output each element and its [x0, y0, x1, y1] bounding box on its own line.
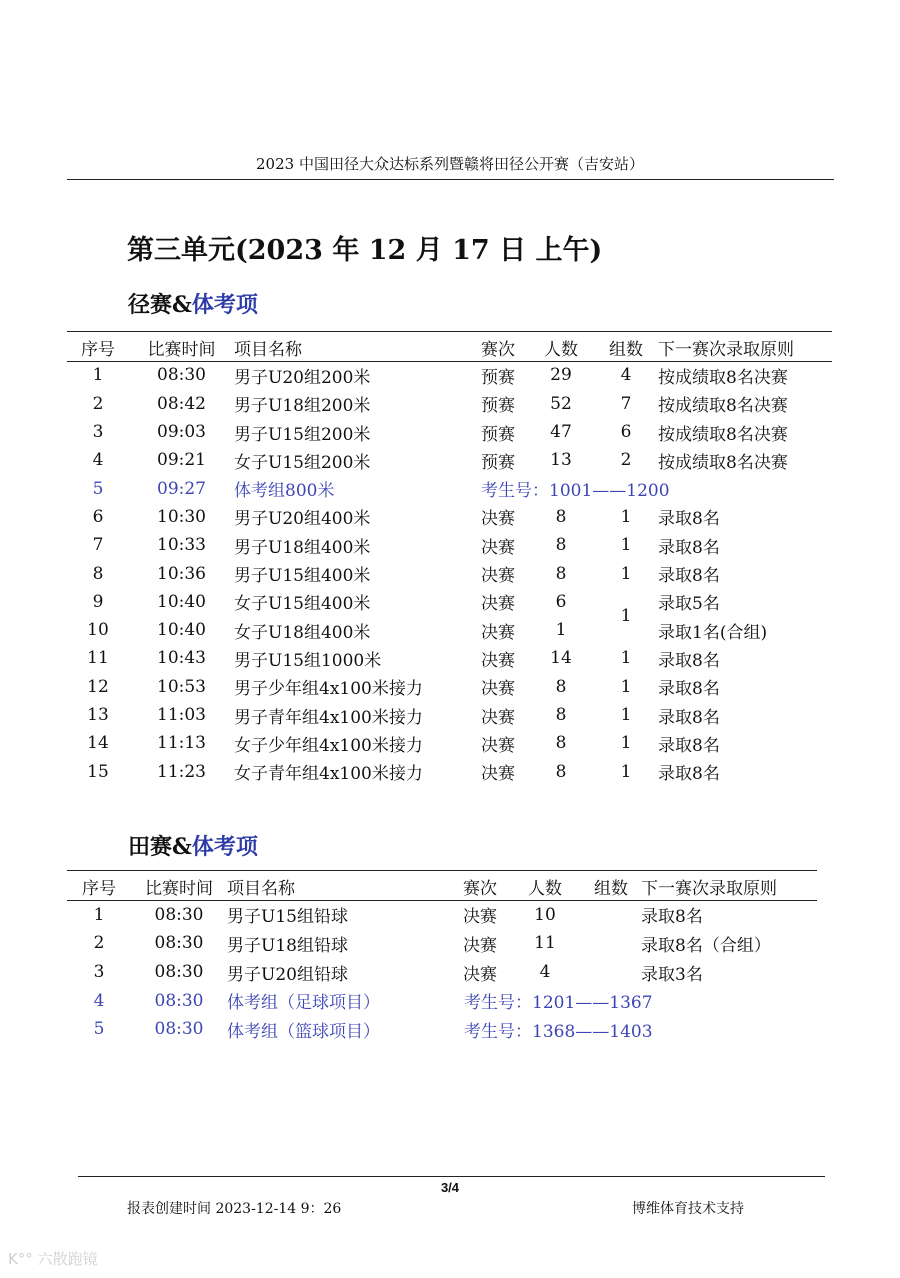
row-round: 预赛	[481, 452, 515, 473]
track-col-time: 比赛时间	[147, 339, 216, 360]
row-count: 11	[534, 933, 556, 954]
row-count: 8	[555, 506, 567, 527]
row-time: 08:42	[157, 393, 206, 414]
row-number: 11	[87, 648, 109, 669]
field-title-main: 田赛&	[128, 834, 192, 860]
row-time: 08:30	[154, 962, 204, 983]
row-count: 8	[555, 676, 567, 697]
table-row	[67, 474, 832, 502]
row-time: 08:30	[157, 365, 206, 386]
table-row	[67, 901, 817, 930]
row-number: 7	[92, 535, 104, 556]
row-round: 决赛	[481, 650, 515, 671]
row-count: 10	[534, 904, 556, 925]
row-time: 09:21	[157, 450, 206, 471]
row-event: 男子U15组1000米	[234, 650, 382, 671]
table-row	[67, 929, 817, 958]
row-time: 08:30	[154, 1019, 204, 1040]
row-round: 决赛	[481, 566, 515, 587]
row-round: 决赛	[481, 509, 515, 530]
row-event: 男子青年组4x100米接力	[234, 707, 423, 728]
row-count: 4	[539, 962, 551, 983]
track-col-no: 序号	[81, 339, 115, 360]
row-event: 体考组800米	[234, 481, 335, 502]
row-event: 女子青年组4x100米接力	[234, 764, 423, 785]
row-event: 男子U18组铅球	[227, 935, 348, 956]
field-col-no: 序号	[82, 878, 116, 899]
row-count: 14	[550, 648, 572, 669]
table-row	[67, 673, 832, 701]
header-divider	[67, 179, 834, 180]
row-count: 6	[555, 591, 567, 612]
row-rule: 录取8名	[658, 679, 720, 700]
track-table-header	[67, 333, 832, 361]
row-time: 11:13	[157, 733, 206, 754]
row-round: 决赛	[481, 594, 515, 615]
row-groups: 1	[620, 506, 632, 527]
row-count: 8	[555, 535, 567, 556]
row-groups: 1	[620, 733, 632, 754]
row-count: 1	[555, 620, 567, 641]
row-event: 体考组（篮球项目）	[227, 1021, 380, 1042]
field-table-header	[67, 872, 817, 901]
row-groups: 7	[620, 393, 632, 414]
row-rule: 按成绩取8名决赛	[658, 424, 788, 445]
table-row	[67, 588, 832, 616]
row-number: 15	[87, 761, 109, 782]
row-time: 10:40	[157, 620, 206, 641]
row-time: 08:30	[154, 904, 204, 925]
row-time: 09:27	[157, 478, 206, 499]
row-round: 决赛	[463, 964, 497, 985]
row-event: 女子U15组200米	[234, 452, 371, 473]
row-event: 男子U20组200米	[234, 367, 371, 388]
row-round: 决赛	[481, 764, 515, 785]
row-event: 男子U15组200米	[234, 424, 371, 445]
track-table-top-rule	[67, 331, 832, 332]
track-table	[67, 333, 832, 786]
field-section-title	[128, 830, 258, 861]
row-event: 女子少年组4x100米接力	[234, 735, 423, 756]
watermark-logo: K°° 六散跑镜	[8, 1250, 98, 1268]
page-number: 3/4	[440, 1180, 460, 1195]
row-event: 男子U18组400米	[234, 537, 371, 558]
row-count: 13	[550, 450, 572, 471]
row-groups: 1	[620, 605, 632, 626]
track-section-title	[128, 288, 258, 319]
row-rule: 按成绩取8名决赛	[658, 396, 788, 417]
footer-divider	[78, 1176, 825, 1177]
row-number: 2	[93, 933, 105, 954]
row-number: 5	[92, 478, 104, 499]
row-exam-numbers: 考生号：1201——1367	[464, 993, 653, 1014]
row-exam-numbers: 考生号：1001——1200	[481, 481, 670, 502]
table-row	[67, 531, 832, 559]
table-row	[67, 616, 832, 644]
row-number: 9	[92, 591, 104, 612]
row-count: 8	[555, 733, 567, 754]
row-rule: 录取8名	[658, 707, 720, 728]
row-number: 1	[92, 365, 104, 386]
track-col-count: 人数	[544, 339, 578, 360]
table-row	[67, 418, 832, 446]
row-time: 11:23	[157, 761, 206, 782]
table-row	[67, 503, 832, 531]
field-col-count: 人数	[528, 878, 562, 899]
row-event: 体考组（足球项目）	[227, 993, 380, 1014]
row-groups: 1	[620, 761, 632, 782]
field-col-rule: 下一赛次录取原则	[641, 878, 777, 899]
field-table	[67, 872, 817, 1044]
row-groups: 1	[620, 676, 632, 697]
table-row	[67, 701, 832, 729]
document-header-title: 2023 中国田径大众达标系列暨赣将田径公开赛（吉安站）	[256, 155, 644, 173]
row-rule: 录取8名	[658, 509, 720, 530]
row-event: 男子少年组4x100米接力	[234, 679, 423, 700]
row-event: 女子U15组400米	[234, 594, 371, 615]
table-row	[67, 757, 832, 785]
row-round: 决赛	[481, 707, 515, 728]
row-rule: 按成绩取8名决赛	[658, 452, 788, 473]
row-time: 10:40	[157, 591, 206, 612]
field-col-time: 比赛时间	[145, 878, 213, 899]
row-rule: 录取8名	[658, 764, 720, 785]
row-round: 决赛	[463, 907, 497, 928]
row-groups: 2	[620, 450, 632, 471]
track-col-round: 赛次	[481, 339, 515, 360]
row-number: 12	[87, 676, 109, 697]
row-number: 10	[87, 620, 109, 641]
track-title-highlight: 体考项	[191, 292, 258, 318]
table-row	[67, 446, 832, 474]
row-groups: 4	[620, 365, 632, 386]
row-round: 决赛	[481, 735, 515, 756]
row-number: 14	[87, 733, 109, 754]
row-groups: 1	[620, 535, 632, 556]
row-round: 决赛	[481, 679, 515, 700]
row-time: 11:03	[157, 705, 206, 725]
field-table-top-rule	[67, 870, 817, 871]
row-round: 预赛	[481, 424, 515, 445]
track-col-event: 项目名称	[234, 339, 302, 360]
table-row	[67, 986, 817, 1015]
tech-support-credit: 博维体育技术支持	[632, 1201, 744, 1217]
table-row	[67, 361, 832, 389]
row-count: 8	[555, 761, 567, 782]
row-number: 8	[92, 563, 104, 584]
row-rule: 录取8名	[658, 650, 720, 671]
row-rule: 录取8名（合组）	[641, 935, 771, 956]
row-groups: 1	[620, 563, 632, 584]
row-event: 男子U18组200米	[234, 396, 371, 417]
row-number: 2	[92, 393, 104, 414]
table-row	[67, 958, 817, 987]
field-col-event: 项目名称	[227, 878, 295, 899]
field-col-groups: 组数	[594, 878, 628, 899]
row-time: 10:33	[157, 535, 206, 556]
row-round: 决赛	[481, 537, 515, 558]
report-created-time: 报表创建时间 2023-12-14 9：26	[127, 1201, 342, 1217]
row-count: 29	[550, 365, 572, 386]
row-number: 3	[92, 422, 104, 443]
row-round: 预赛	[481, 367, 515, 388]
row-event: 男子U20组400米	[234, 509, 371, 530]
row-event: 男子U15组铅球	[227, 907, 348, 928]
row-groups: 1	[620, 705, 632, 725]
row-rule: 录取8名	[658, 566, 720, 587]
unit-title: 第三单元(2023 年 12 月 17 日 上午)	[127, 235, 603, 266]
row-rule: 录取8名	[641, 907, 703, 928]
row-time: 10:53	[157, 676, 206, 697]
row-groups	[581, 901, 641, 987]
row-count: 47	[550, 422, 572, 443]
row-number: 13	[87, 705, 109, 725]
row-time: 10:30	[157, 506, 206, 527]
table-row	[67, 729, 832, 757]
row-time: 08:30	[154, 990, 204, 1011]
row-number: 5	[93, 1019, 105, 1040]
row-round: 决赛	[463, 935, 497, 956]
row-number: 6	[92, 506, 104, 527]
track-col-groups: 组数	[609, 339, 643, 360]
row-rule: 录取8名	[658, 735, 720, 756]
row-count: 8	[555, 563, 567, 584]
row-count: 52	[550, 393, 572, 414]
table-row	[67, 1015, 817, 1044]
field-title-highlight: 体考项	[191, 834, 258, 860]
row-time: 10:36	[157, 563, 206, 584]
row-event: 男子U20组铅球	[227, 964, 348, 985]
row-groups: 1	[620, 648, 632, 669]
row-number: 4	[93, 990, 105, 1011]
row-number: 3	[93, 962, 105, 983]
row-rule: 录取1名(合组)	[658, 622, 768, 643]
row-number: 4	[92, 450, 104, 471]
table-row	[67, 559, 832, 587]
track-col-rule: 下一赛次录取原则	[658, 339, 794, 360]
row-rule: 录取8名	[658, 537, 720, 558]
table-row	[67, 390, 832, 418]
row-number: 1	[93, 904, 105, 925]
track-title-main: 径赛&	[128, 292, 192, 318]
row-event: 女子U18组400米	[234, 622, 371, 643]
row-exam-numbers: 考生号：1368——1403	[464, 1021, 653, 1042]
row-time: 08:30	[154, 933, 204, 954]
row-rule: 录取3名	[641, 964, 703, 985]
row-round: 决赛	[481, 622, 515, 643]
row-event: 男子U15组400米	[234, 566, 371, 587]
field-col-round: 赛次	[463, 878, 497, 899]
row-time: 10:43	[157, 648, 206, 669]
row-groups: 6	[620, 422, 632, 443]
row-rule: 录取5名	[658, 594, 720, 615]
row-round: 预赛	[481, 396, 515, 417]
row-count: 8	[555, 705, 567, 725]
row-rule: 按成绩取8名决赛	[658, 367, 788, 388]
table-row	[67, 644, 832, 672]
row-time: 09:03	[157, 422, 206, 443]
